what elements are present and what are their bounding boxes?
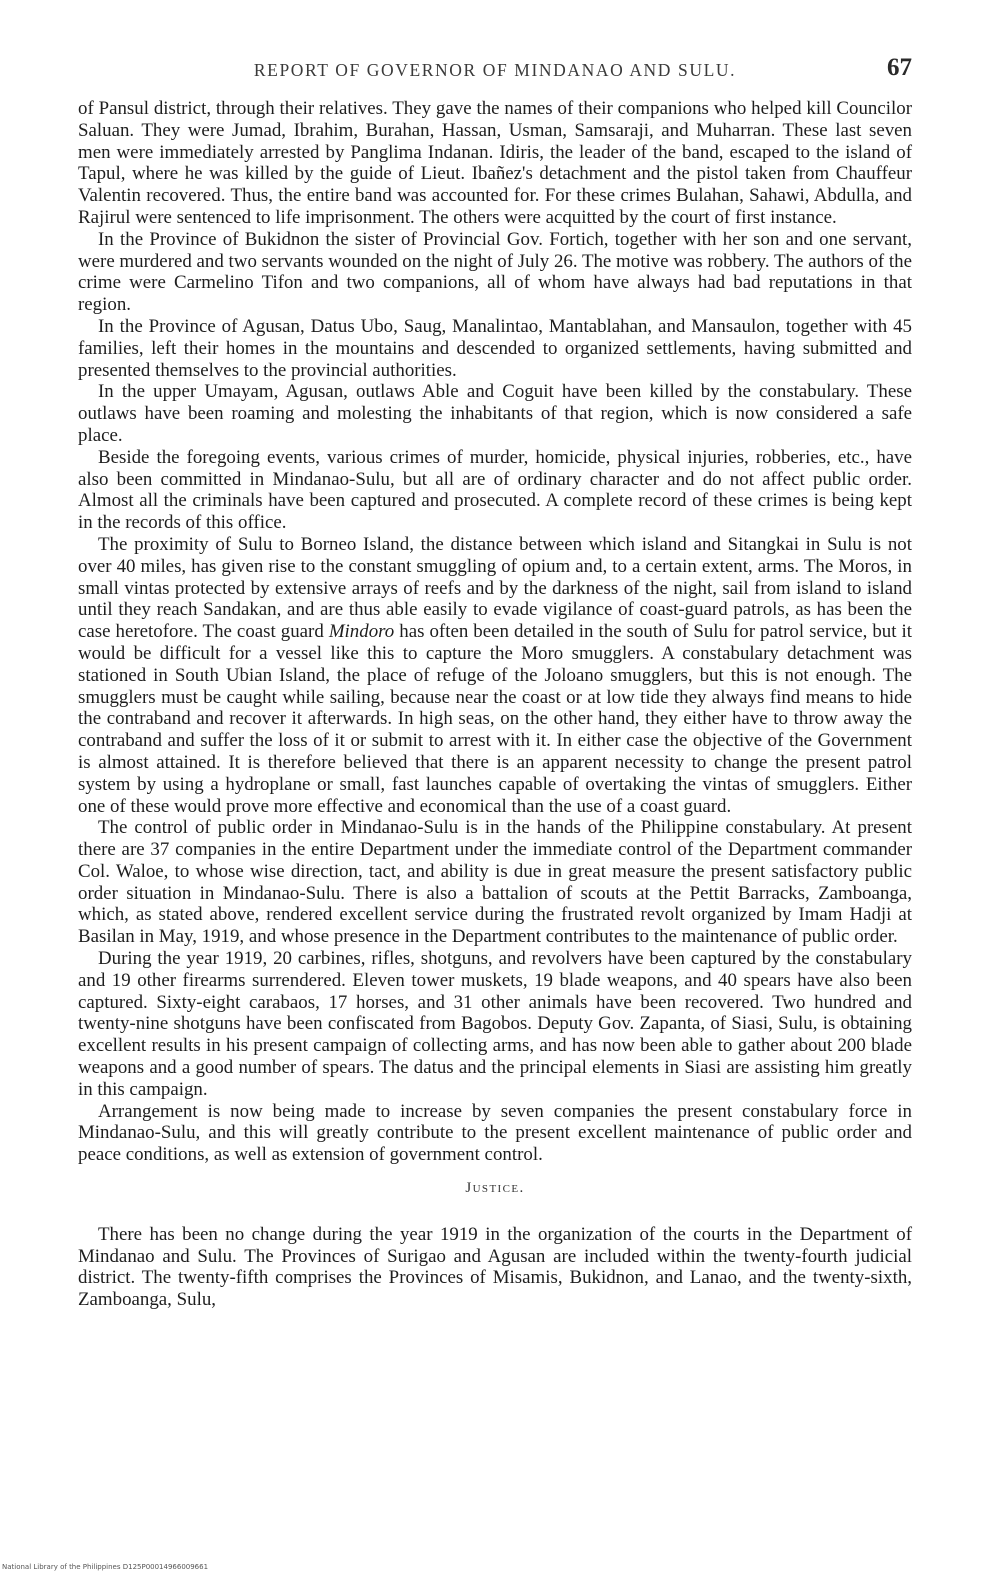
paragraph-continuation: of Pansul district, through their relatives. They gave the names of their companions who helped kill Councilor Saluan. They were Jumad, Ibrahim, Burahan, Hassan, Usman, Samsaraji, and Muharran. These last seven men were immediately arrested by Panglima Indanan. Idiris, the leader of the band, escaped to the island of Tapul, where he was killed by the guide of Lieut. Ibañez's detachment and the pistol taken from Chauffeur Valentin recovered. Thus, the entire band was accounted for. For these crimes Bulahan, Sahawi, Abdulla, and Rajirul were sentenced to life imprisonment. The others were acquitted by the court of first instance. (78, 98, 912, 228)
vessel-name: Mindoro (328, 621, 395, 643)
section-heading-justice: Justice. (465, 1180, 525, 1197)
paragraph-bukidnon: In the Province of Bukidnon the sister of Provincial Gov. Fortich, together with her son and one servant, were murdered and two servants wounded on the night of July 26. The motive was robbery. The authors of the crime were Carmelino Tifon and two companions, all of whom have always had bad reputations in that region. (78, 228, 912, 316)
footer-credit: National Library of the Philippines D125P00014966009661 (2, 1563, 209, 1571)
paragraph-captures: During the year 1919, 20 carbines, rifles, shotguns, and revolvers have been captured by the constabulary and 19 other firearms surrendered. Eleven tower muskets, 19 blade weapons, and 40 spears have also been captured. Sixty-eight carabaos, 17 horses, and 31 other animals have been recovered. Two hundred and twenty-nine shotguns have been confiscated from Bagobos. Deputy Gov. Zapanta, of Siasi, Sulu, is obtaining excellent results in his present campaign of collecting arms, and has now been able to gather about 200 blade weapons and a good number of spears. The datus and the principal elements in Siasi are assisting him greatly in this campaign. (78, 948, 912, 1100)
body-text (78, 98, 912, 1311)
paragraph-arrangement: Arrangement is now being made to increase by seven companies the present constabulary force in Mindanao-Sulu, and this will greatly contribute to the present excellent maintenance of public order and peace conditions, as well as extension of government control. (78, 1100, 912, 1166)
paragraph-umayam: In the upper Umayam, Agusan, outlaws Able and Coguit have been killed by the constabulary. These outlaws have been roaming and molesting the inhabitants of that region, which is now considered a safe place. (78, 381, 912, 446)
paragraph-constabulary: The control of public order in Mindanao-Sulu is in the hands of the Philippine constabulary. At present there are 37 companies in the entire Department under the immediate control of the Department commander Col. Waloe, to whose wise direction, tact, and ability is due in great measure the present satisfactory public order situation in Mindanao-Sulu. There is also a battalion of scouts at the Pettit Barracks, Zamboanga, which, as stated above, rendered excellent service during the frustrated revolt organized by Imam Hadji at Basilan in May, 1919, and whose presence in the Department contributes to the maintenance of public order. (78, 817, 912, 948)
document-page (78, 56, 912, 1311)
paragraph-agusan: In the Province of Agusan, Datus Ubo, Saug, Manalintao, Mantablahan, and Mansaulon, together with 45 families, left their homes in the mountains and descended to organized settlements, having submitted and presented themselves to the provincial authorities. (78, 315, 912, 381)
running-header (78, 56, 912, 90)
paragraph-other-crimes: Beside the foregoing events, various crimes of murder, homicide, physical injuries, robberies, etc., have also been committed in Mindanao-Sulu, but all are of ordinary character and do not affect public order. Almost all the criminals have been captured and prosecuted. A complete record of these crimes is being kept in the records of this office. (78, 446, 912, 534)
paragraph-justice: There has been no change during the year 1919 in the organization of the courts in the Department of Mindanao and Sulu. The Provinces of Surigao and Agusan are included within the twenty-fourth judicial district. The twenty-fifth comprises the Provinces of Misamis, Bukidnon, and Lanao, and the twenty-sixth, Zamboanga, Sulu, (78, 1223, 912, 1311)
smuggling-text-part-1: The proximity of Sulu to Borneo Island, the distance between which island and Sitangkai in Sulu is not over 40 miles, has given rise to the constant smuggling of opium and, to a certain extent, arms. The Moros, in small vintas protected by extensive arrays of reefs and by the darkness of the night, sail from island to island until they reach Sandakan, and are thus able easily to evade vigilance of coast-guard patrols, as has been the case heretofore. The coast guard (78, 533, 912, 643)
smuggling-text-part-2: has often been detailed in the south of Sulu for patrol service, but it would be difficult for a vessel like this to capture the Moro smugglers. A constabulary detachment was stationed in South Ubian Island, the place of refuge of the Joloano smugglers, but this is not enough. The smugglers must be caught while sailing, because near the coast or at low tide they always find means to hide the contraband and recover it afterwards. In high seas, on the other hand, they either have to throw away the contraband and suffer the loss of it or submit to arrest with it. In either case the objective of the Government is almost attained. It is therefore believed that there is an apparent necessity to change the present patrol system by using a hydroplane or small, fast launches capable of overtaking the vintas of smugglers. Either one of these would prove more effective and economical than the use of a coast guard. (78, 621, 913, 817)
paragraph-smuggling (78, 534, 912, 817)
running-title: REPORT OF GOVERNOR OF MINDANAO AND SULU. (253, 60, 737, 80)
page-number: 67 (887, 54, 912, 81)
